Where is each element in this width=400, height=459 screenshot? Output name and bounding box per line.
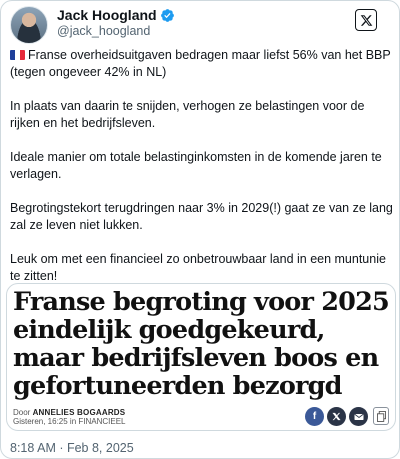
tweet-paragraph-3: Ideale manier om totale belastinginkomsten in de komende jaren te verlagen. <box>10 150 382 181</box>
x-glyph-icon <box>360 14 373 27</box>
byline-meta: Gisteren, 16:25 in FINANCIEEL <box>13 417 126 426</box>
article-byline <box>13 408 126 426</box>
tweet-text <box>10 47 395 285</box>
tweet-paragraph-1 <box>10 47 395 81</box>
x-icon <box>327 407 346 426</box>
tweet-paragraph-5: Leuk om met een financieel zo onbetrouwbaar land in een muntunie te zitten! <box>10 252 386 283</box>
tweet-timestamp[interactable]: 8:18 AM · Feb 8, 2025 <box>10 441 134 455</box>
attached-image[interactable] <box>6 283 396 431</box>
author-name-line <box>57 7 175 23</box>
copy-icon <box>373 407 389 425</box>
tweet-paragraph-1-text: Franse overheidsuitgaven bedragen maar liefst 56% van het BBP (tegen ongeveer 42% in NL) <box>10 48 391 79</box>
x-logo-icon[interactable] <box>355 9 377 31</box>
facebook-icon: f <box>305 407 324 426</box>
verified-badge-icon <box>160 8 175 23</box>
author-name[interactable]: Jack Hoogland <box>57 7 157 23</box>
tweet-paragraph-4: Begrotingstekort terugdringen naar 3% in 2029(!) gaat ze van ze lang zal ze leven niet lukken. <box>10 201 393 232</box>
france-flag-icon <box>10 50 25 60</box>
article-headline: Franse begroting voor 2025 eindelijk goedgekeurd, maar bedrijfsleven boos en gefortuneerden bezorgd <box>13 287 389 401</box>
byline-author: ANNELIES BOGAARDS <box>32 408 126 417</box>
tweet-paragraph-2: In plaats van daarin te snijden, verhogen ze belastingen voor de rijken en het bedrijfsleven. <box>10 99 365 130</box>
author-handle[interactable]: @jack_hoogland <box>57 24 151 38</box>
share-buttons <box>305 407 389 426</box>
tweet-header <box>1 1 399 45</box>
byline-prefix: Door <box>13 408 31 417</box>
mail-icon <box>349 407 368 426</box>
avatar[interactable] <box>10 6 48 44</box>
